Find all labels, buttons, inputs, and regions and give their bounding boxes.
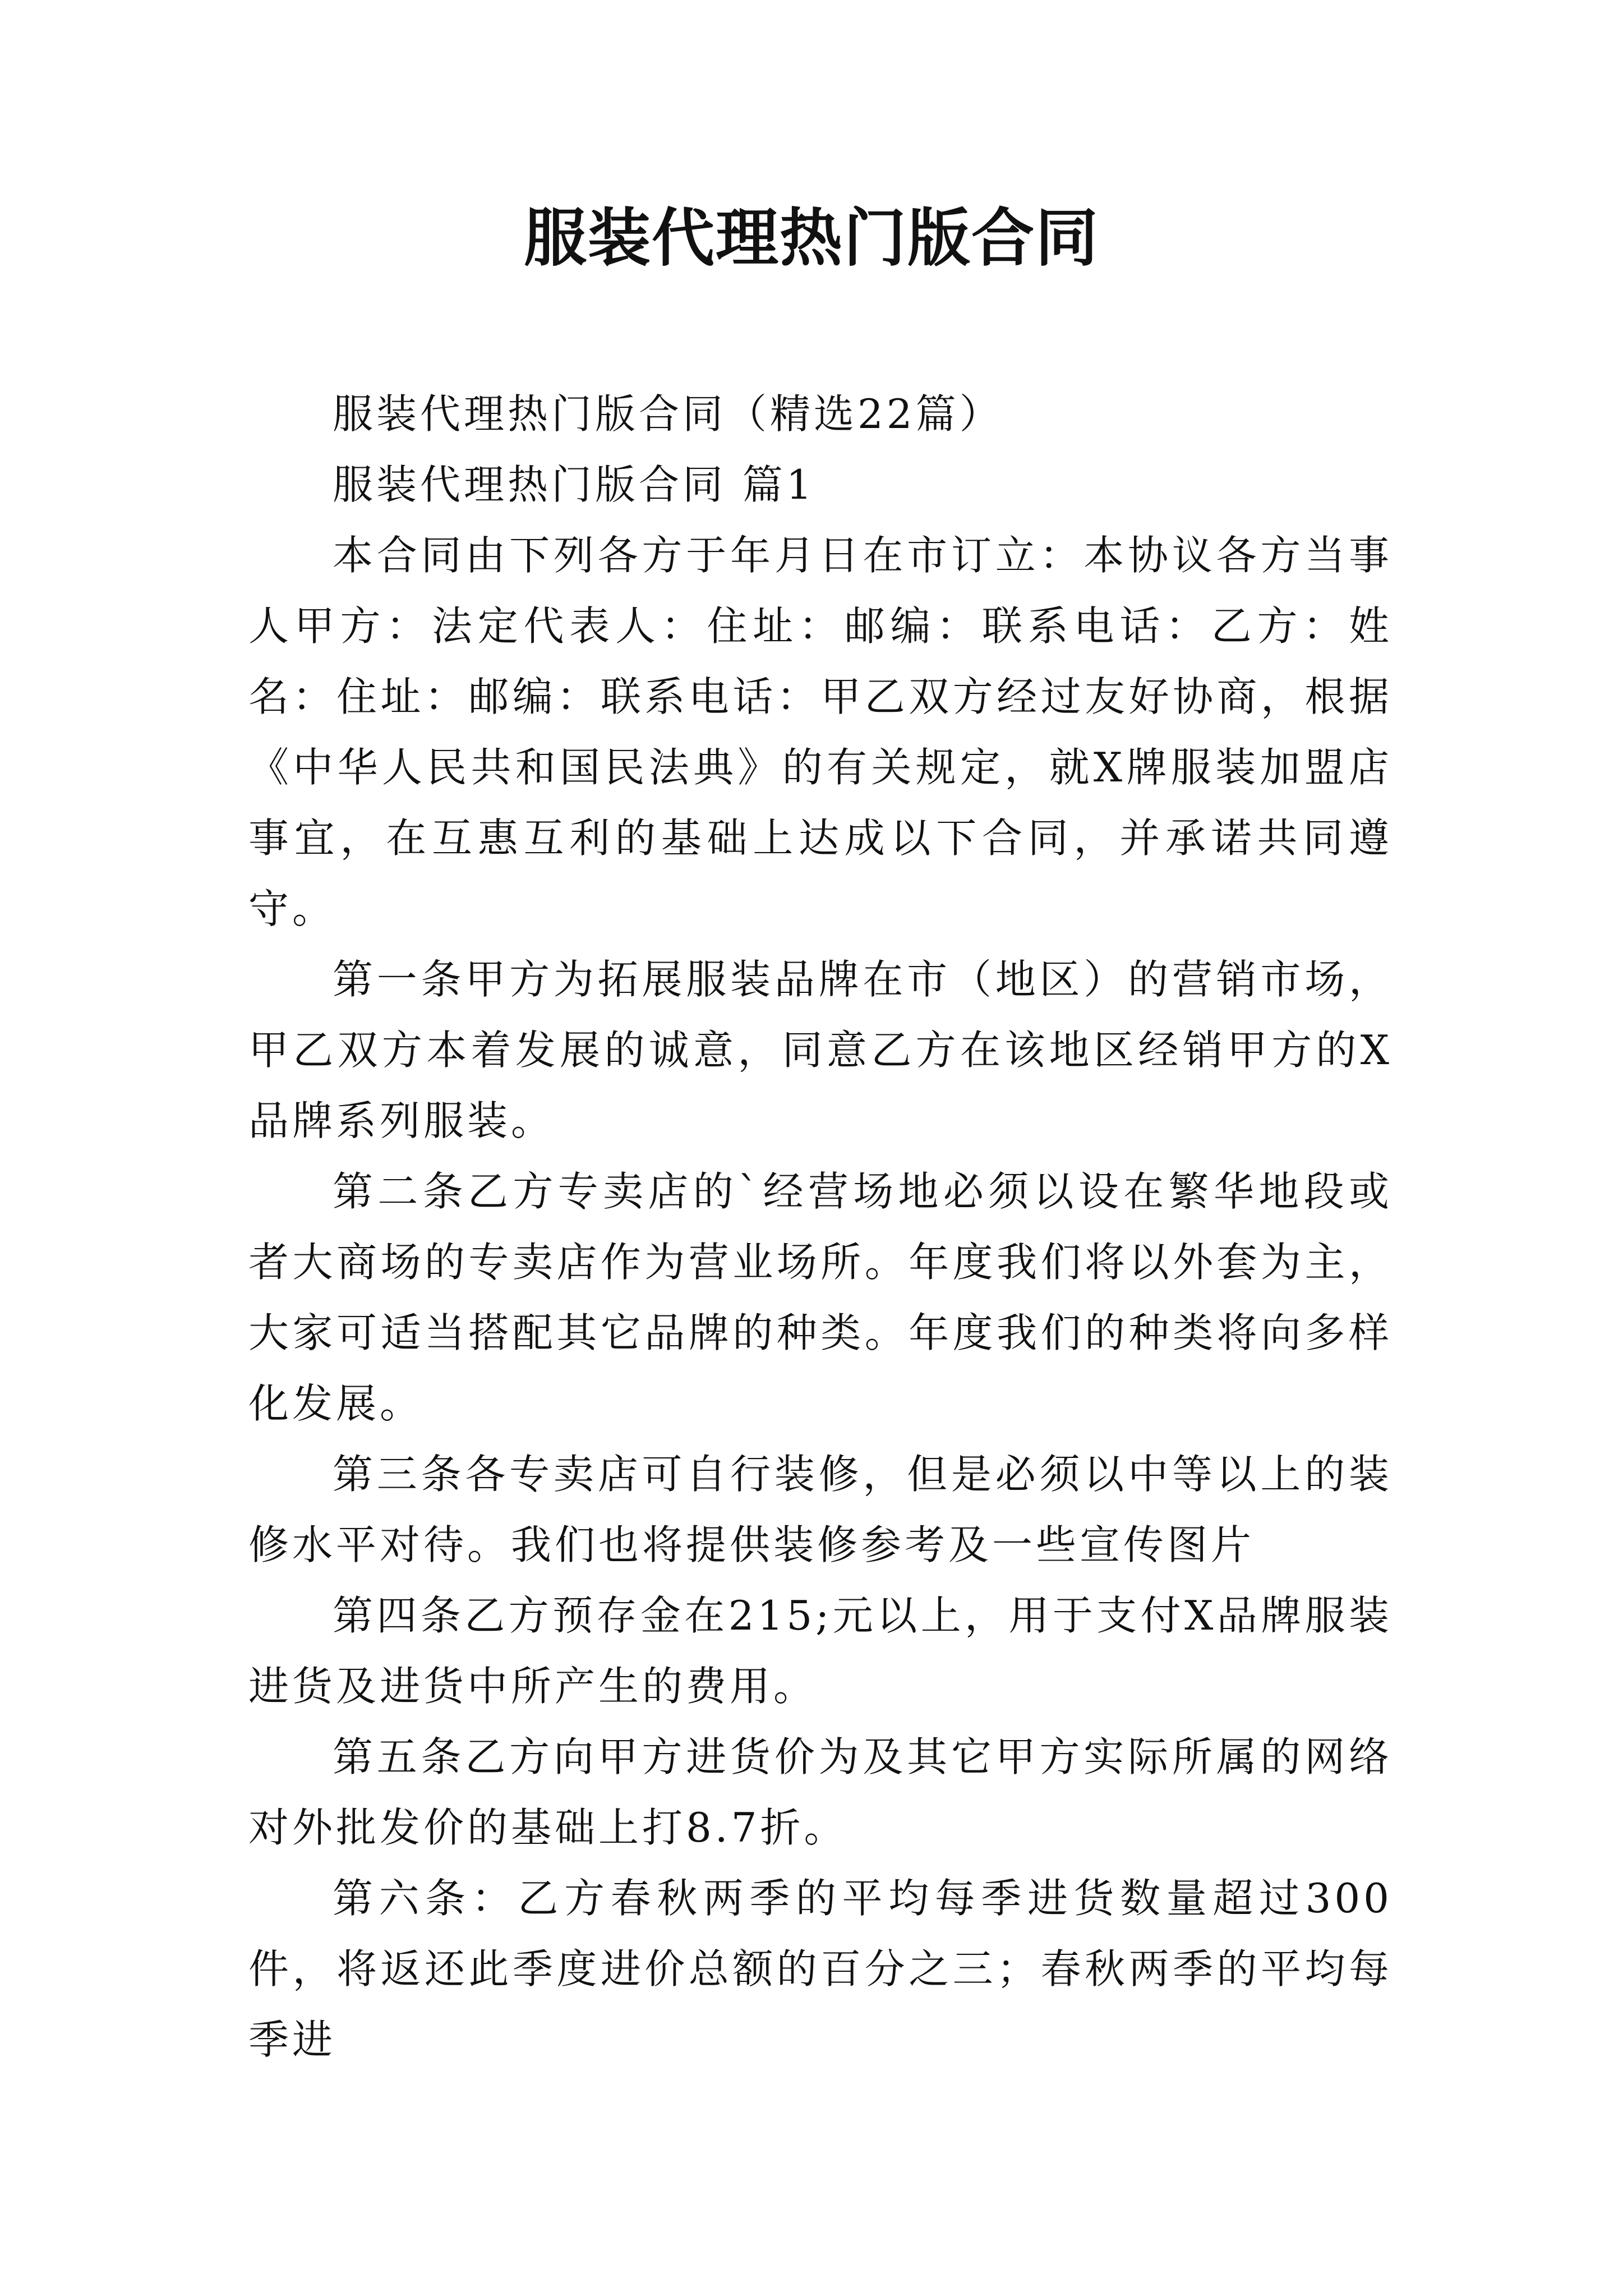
paragraph-article-3: 第三条各专卖店可自行装修，但是必须以中等以上的装修水平对待。我们也将提供装修参考及一些宣传图片: [248, 1451, 1393, 1568]
paragraph-article-2: 第二条乙方专卖店的`经营场地必须以设在繁华地段或者大商场的专卖店作为营业场所。年度我们将以外套为主，大家可适当搭配其它品牌的种类。年度我们的种类将向多样化发展。: [248, 1168, 1393, 1427]
paragraph-subtitle: 服装代理热门版合同（精选22篇）: [333, 390, 1003, 438]
paragraph-preamble: 本合同由下列各方于年月日在市订立：本协议各方当事人甲方：法定代表人：住址：邮编：联系电话：乙方：姓名：住址：邮编：联系电话：甲乙双方经过友好协商，根据《中华人民共和国民法典》的有关规定，就X牌服装加盟店事宜，在互惠互利的基础上达成以下合同，并承诺共同遵守。: [248, 532, 1393, 932]
paragraph-section-heading: 服装代理热门版合同 篇1: [333, 461, 815, 508]
document-title: 服装代理热门版合同: [524, 202, 1099, 275]
document-body: [248, 379, 1393, 2075]
paragraph-article-5: 第五条乙方向甲方进货价为及其它甲方实际所属的网络对外批发价的基础上打8.7折。: [248, 1733, 1393, 1851]
paragraph-article-1: 第一条甲方为拓展服装品牌在市（地区）的营销市场，甲乙双方本着发展的诚意，同意乙方在该地区经销甲方的X品牌系列服装。: [248, 956, 1393, 1144]
paragraph-article-4: 第四条乙方预存金在215;元以上，用于支付X品牌服装进货及进货中所产生的费用。: [248, 1592, 1393, 1710]
paragraph-article-6: 第六条：乙方春秋两季的平均每季进货数量超过300件，将返还此季度进价总额的百分之三；春秋两季的平均每季进: [248, 1875, 1393, 2063]
